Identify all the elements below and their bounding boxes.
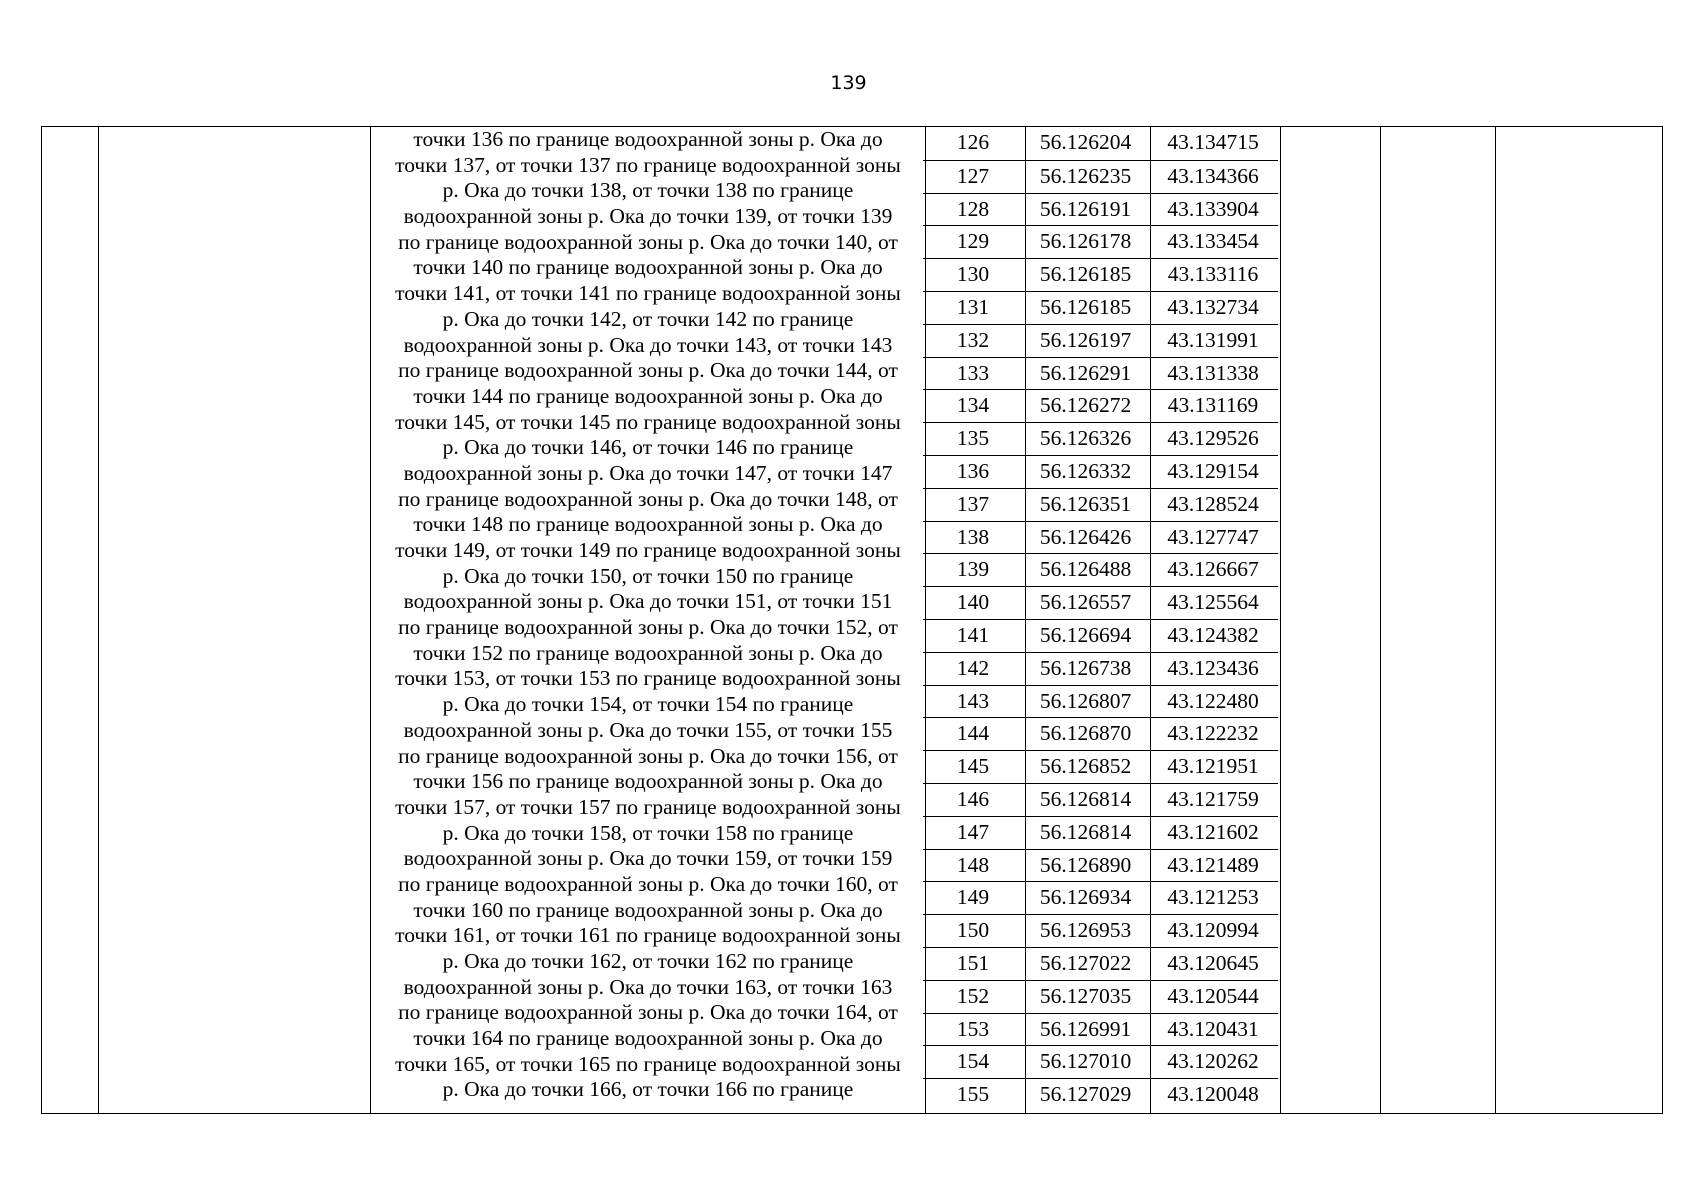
description-line: р. Ока до точки 154, от точки 154 по границе	[442, 692, 854, 717]
longitude-cell: 43.121253	[1167, 885, 1259, 910]
point-number: 126	[956, 130, 990, 154]
latitude-cell: 56.126197	[1039, 327, 1132, 352]
longitude-cell: 43.131338	[1167, 360, 1259, 385]
table-row	[923, 980, 1278, 1013]
description-line: по границе водоохранной зоны р. Ока до точки 144, от	[398, 358, 898, 383]
description-line: по границе водоохранной зоны р. Ока до точки 148, от	[398, 486, 898, 511]
latitude-cell: 56.126272	[1039, 393, 1132, 418]
longitude-cell: 43.127747	[1167, 524, 1259, 549]
description-line: точки 140 по границе водоохранной зоны р. Ока до	[413, 255, 883, 280]
point-number: 136	[956, 459, 990, 483]
latitude-cell: 56.126326	[1039, 426, 1132, 451]
point-number: 133	[956, 360, 990, 385]
latitude-cell: 56.127035	[1039, 983, 1132, 1008]
longitude-cell: 43.123436	[1167, 655, 1259, 680]
description-line: точки 144 по границе водоохранной зоны р. Ока до	[413, 383, 883, 408]
description-line: точки 153, от точки 153 по границе водоохранной зоны	[395, 666, 901, 691]
description-line: точки 160 по границе водоохранной зоны р. Ока до	[413, 897, 883, 922]
longitude-cell: 43.125564	[1167, 590, 1259, 615]
table-row	[923, 127, 1278, 160]
latitude-cell: 56.126807	[1039, 688, 1132, 713]
longitude-cell: 43.121951	[1167, 754, 1259, 779]
table-row	[923, 947, 1278, 980]
longitude-cell: 43.120544	[1167, 983, 1259, 1008]
table-row	[923, 914, 1278, 947]
point-number: 130	[956, 262, 990, 287]
point-number: 134	[956, 393, 990, 418]
description-line: по границе водоохранной зоны р. Ока до точки 156, от	[398, 743, 898, 768]
longitude-cell: 43.131169	[1167, 393, 1259, 418]
longitude-cell: 43.129526	[1167, 426, 1259, 451]
column-divider	[1280, 127, 1281, 1113]
column-divider	[1495, 127, 1496, 1113]
latitude-cell: 56.126814	[1039, 819, 1132, 844]
point-number: 131	[956, 295, 990, 319]
description-line: точки 145, от точки 145 по границе водоохранной зоны	[395, 409, 901, 434]
latitude-cell: 56.126488	[1039, 557, 1132, 582]
boundary-description	[370, 127, 926, 1103]
description-line: по границе водоохранной зоны р. Ока до точки 152, от	[398, 615, 898, 640]
table-row	[923, 619, 1278, 652]
point-number: 132	[956, 327, 990, 352]
table-row	[923, 488, 1278, 521]
description-line: водоохранной зоны р. Ока до точки 151, от точки 151	[403, 589, 893, 614]
description-line: точки 152 по границе водоохранной зоны р. Ока до	[413, 640, 883, 665]
table-row	[923, 750, 1278, 783]
description-line: точки 156 по границе водоохранной зоны р. Ока до	[413, 769, 883, 794]
point-number: 139	[956, 557, 990, 582]
longitude-cell: 43.120994	[1167, 918, 1259, 943]
longitude-cell: 43.120048	[1167, 1082, 1259, 1107]
description-line: р. Ока до точки 166, от точки 166 по границе	[442, 1077, 854, 1102]
latitude-cell: 56.126557	[1039, 590, 1132, 615]
point-number: 149	[956, 885, 990, 910]
table-row	[923, 324, 1278, 357]
latitude-cell: 56.127022	[1039, 951, 1132, 975]
latitude-cell: 56.126852	[1039, 754, 1132, 779]
longitude-cell: 43.133454	[1167, 229, 1259, 254]
longitude-cell: 43.122232	[1167, 721, 1259, 746]
latitude-cell: 56.126191	[1039, 196, 1132, 221]
description-line: по границе водоохранной зоны р. Ока до точки 140, от	[398, 229, 898, 254]
table-row	[923, 258, 1278, 291]
description-line: точки 141, от точки 141 по границе водоохранной зоны	[395, 281, 901, 306]
description-line: водоохранной зоны р. Ока до точки 147, от точки 147	[403, 460, 893, 485]
latitude-cell: 56.126351	[1039, 491, 1132, 516]
point-number: 140	[956, 590, 990, 615]
description-line: водоохранной зоны р. Ока до точки 139, от точки 139	[403, 204, 893, 229]
latitude-cell: 56.126185	[1039, 262, 1132, 287]
table-row	[923, 1045, 1278, 1078]
longitude-cell: 43.133904	[1167, 196, 1259, 221]
table-row	[923, 849, 1278, 882]
description-line: точки 157, от точки 157 по границе водоохранной зоны	[395, 794, 901, 819]
description-line: точки 164 по границе водоохранной зоны р. Ока до	[413, 1026, 883, 1051]
description-line: точки 148 по границе водоохранной зоны р. Ока до	[413, 512, 883, 537]
description-line: точки 165, от точки 165 по границе водоохранной зоны	[395, 1051, 901, 1076]
point-number: 152	[956, 983, 990, 1008]
point-number: 150	[956, 918, 990, 943]
table-row	[923, 816, 1278, 849]
point-number: 147	[956, 819, 990, 844]
point-number: 146	[956, 787, 990, 811]
table-row	[923, 881, 1278, 914]
point-number: 137	[956, 491, 990, 516]
table-row	[923, 717, 1278, 750]
table-row	[923, 225, 1278, 258]
longitude-cell: 43.134366	[1167, 163, 1259, 188]
point-number: 145	[956, 754, 990, 779]
latitude-cell: 56.126204	[1039, 130, 1132, 154]
point-number: 141	[956, 623, 990, 647]
longitude-cell: 43.132734	[1167, 295, 1259, 319]
table-row	[923, 783, 1278, 816]
longitude-cell: 43.120645	[1167, 951, 1259, 975]
table-row	[923, 422, 1278, 455]
latitude-cell: 56.126890	[1039, 852, 1132, 877]
point-number: 154	[956, 1049, 990, 1074]
point-number: 155	[956, 1082, 990, 1107]
description-line: по границе водоохранной зоны р. Ока до точки 164, от	[398, 1000, 898, 1025]
longitude-cell: 43.131991	[1167, 327, 1259, 352]
latitude-cell: 56.126291	[1039, 360, 1132, 385]
description-line: р. Ока до точки 150, от точки 150 по границе	[442, 563, 854, 588]
point-number: 135	[956, 426, 990, 451]
description-line: точки 137, от точки 137 по границе водоохранной зоны	[395, 152, 901, 177]
table-row	[923, 389, 1278, 422]
table-row	[923, 553, 1278, 586]
table-row	[923, 193, 1278, 226]
longitude-cell: 43.121489	[1167, 852, 1259, 877]
table-row	[923, 652, 1278, 685]
description-line: р. Ока до точки 146, от точки 146 по границе	[442, 435, 854, 460]
longitude-cell: 43.124382	[1167, 623, 1259, 647]
latitude-cell: 56.126178	[1039, 229, 1132, 254]
table-row	[923, 1013, 1278, 1046]
point-number: 129	[956, 229, 990, 254]
table-row	[923, 357, 1278, 390]
point-number: 144	[956, 721, 990, 746]
description-line: точки 136 по границе водоохранной зоны р. Ока до	[413, 127, 883, 151]
longitude-cell: 43.121602	[1167, 819, 1259, 844]
latitude-cell: 56.126426	[1039, 524, 1132, 549]
latitude-cell: 56.126934	[1039, 885, 1132, 910]
description-line: водоохранной зоны р. Ока до точки 143, от точки 143	[403, 332, 893, 357]
description-line: водоохранной зоны р. Ока до точки 159, от точки 159	[403, 846, 893, 871]
latitude-cell: 56.126991	[1039, 1016, 1132, 1041]
description-line: точки 161, от точки 161 по границе водоохранной зоны	[395, 923, 901, 948]
longitude-cell: 43.120431	[1167, 1016, 1259, 1041]
table-row	[923, 1078, 1278, 1111]
latitude-cell: 56.126814	[1039, 787, 1132, 811]
page-number: 139	[830, 72, 867, 94]
longitude-cell: 43.128524	[1167, 491, 1259, 516]
coordinate-rows	[923, 127, 1278, 1113]
longitude-cell: 43.133116	[1167, 262, 1259, 287]
longitude-cell: 43.134715	[1167, 130, 1259, 154]
point-number: 151	[956, 951, 990, 975]
longitude-cell: 43.120262	[1167, 1049, 1259, 1074]
description-line: р. Ока до точки 142, от точки 142 по границе	[442, 306, 854, 331]
longitude-cell: 43.129154	[1167, 459, 1259, 483]
latitude-cell: 56.127010	[1039, 1049, 1132, 1074]
table-row	[923, 521, 1278, 554]
table-row	[923, 291, 1278, 324]
latitude-cell: 56.127029	[1039, 1082, 1132, 1107]
description-line: р. Ока до точки 162, от точки 162 по границе	[442, 949, 854, 973]
description-line: точки 149, от точки 149 по границе водоохранной зоны	[395, 538, 901, 562]
latitude-cell: 56.126332	[1039, 459, 1132, 483]
description-line: водоохранной зоны р. Ока до точки 163, от точки 163	[403, 974, 893, 999]
longitude-cell: 43.122480	[1167, 688, 1259, 713]
table-row	[923, 455, 1278, 488]
coordinates-table	[41, 126, 1663, 1114]
table-row	[923, 160, 1278, 193]
latitude-cell: 56.126738	[1039, 655, 1132, 680]
description-line: р. Ока до точки 138, от точки 138 по границе	[442, 178, 854, 203]
description-line: р. Ока до точки 158, от точки 158 по границе	[442, 820, 854, 845]
description-line: по границе водоохранной зоны р. Ока до точки 160, от	[398, 871, 898, 896]
latitude-cell: 56.126870	[1039, 721, 1132, 746]
latitude-cell: 56.126185	[1039, 295, 1132, 319]
point-number: 138	[956, 524, 990, 549]
longitude-cell: 43.121759	[1167, 787, 1259, 811]
longitude-cell: 43.126667	[1167, 557, 1259, 582]
point-number: 128	[956, 196, 990, 221]
latitude-cell: 56.126694	[1039, 623, 1132, 647]
point-number: 127	[956, 163, 990, 188]
latitude-cell: 56.126235	[1039, 163, 1132, 188]
column-divider	[1380, 127, 1381, 1113]
point-number: 153	[956, 1016, 990, 1041]
table-row	[923, 685, 1278, 718]
point-number: 142	[956, 655, 990, 680]
point-number: 148	[956, 852, 990, 877]
table-row	[923, 586, 1278, 619]
latitude-cell: 56.126953	[1039, 918, 1132, 943]
point-number: 143	[956, 688, 990, 713]
column-divider	[98, 127, 99, 1113]
description-line: водоохранной зоны р. Ока до точки 155, от точки 155	[403, 717, 893, 742]
